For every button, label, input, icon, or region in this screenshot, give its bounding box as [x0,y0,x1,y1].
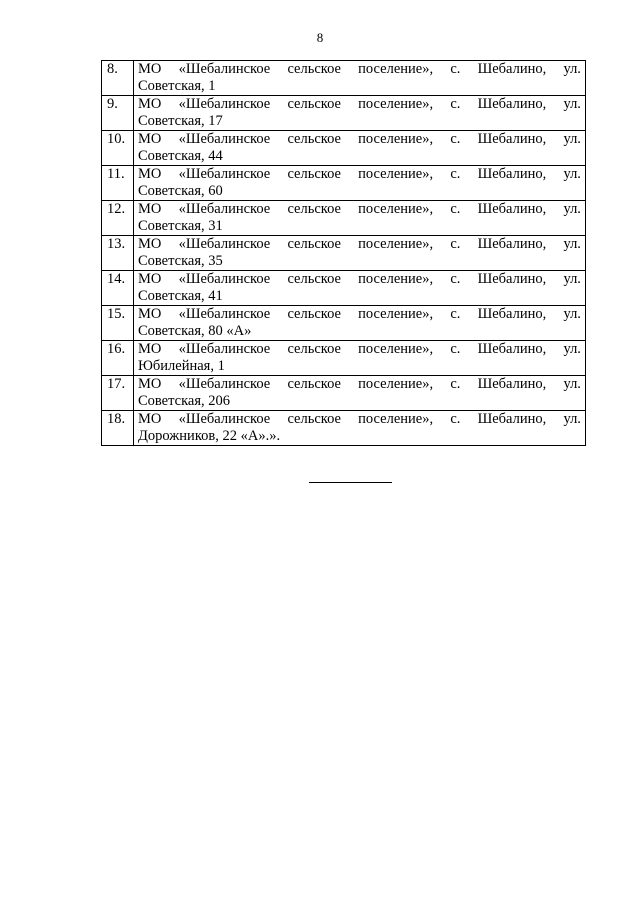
address-word: поселение», [358,166,434,182]
table-row [102,306,586,341]
address-word: ул. [563,131,581,147]
address-word: ул. [563,341,581,357]
address-word: с. [450,306,461,322]
row-address [134,341,586,376]
row-address [134,271,586,306]
address-line-1 [138,341,581,358]
row-address [134,306,586,341]
address-line-2: Советская, 17 [138,113,223,129]
address-word: ул. [563,376,581,392]
address-word: «Шебалинское [178,376,271,392]
row-number: 17. [102,376,134,411]
address-word: «Шебалинское [178,166,271,182]
address-table-body [102,61,586,446]
address-word: с. [450,61,461,77]
address-word: с. [450,376,461,392]
address-line-2: Советская, 41 [138,288,223,304]
address-word: Шебалино, [477,236,547,252]
table-row [102,166,586,201]
address-word: МО [138,131,162,147]
table-row [102,341,586,376]
row-address [134,61,586,96]
address-word: поселение», [358,236,434,252]
address-word: с. [450,96,461,112]
table-row [102,271,586,306]
address-word: поселение», [358,201,434,217]
row-number: 15. [102,306,134,341]
address-word: с. [450,166,461,182]
row-address [134,201,586,236]
address-word: МО [138,236,162,252]
address-word: сельское [287,166,341,182]
address-word: Шебалино, [477,376,547,392]
address-word: «Шебалинское [178,411,271,427]
row-number: 11. [102,166,134,201]
address-word: сельское [287,131,341,147]
address-word: сельское [287,306,341,322]
address-word: сельское [287,341,341,357]
row-number: 9. [102,96,134,131]
address-word: «Шебалинское [178,236,271,252]
address-line-1 [138,306,581,323]
address-word: МО [138,306,162,322]
address-word: поселение», [358,341,434,357]
address-word: поселение», [358,271,434,287]
address-word: «Шебалинское [178,271,271,287]
address-line-2: Советская, 1 [138,78,216,94]
address-line-2: Советская, 35 [138,253,223,269]
address-word: МО [138,271,162,287]
row-number: 13. [102,236,134,271]
address-line-1 [138,271,581,288]
page-number: 8 [316,30,324,45]
address-line-1 [138,131,581,148]
row-number: 12. [102,201,134,236]
address-line-2: Советская, 31 [138,218,223,234]
address-word: сельское [287,61,341,77]
address-word: Шебалино, [477,61,547,77]
row-address [134,236,586,271]
address-line-1 [138,201,581,218]
row-number: 10. [102,131,134,166]
table-row [102,96,586,131]
row-address [134,376,586,411]
address-word: «Шебалинское [178,131,271,147]
address-word: с. [450,201,461,217]
address-word: МО [138,376,162,392]
address-word: поселение», [358,411,434,427]
address-word: поселение», [358,376,434,392]
row-number: 18. [102,411,134,446]
table-row [102,201,586,236]
row-number: 16. [102,341,134,376]
row-address [134,131,586,166]
address-word: МО [138,411,162,427]
address-word: поселение», [358,131,434,147]
address-word: сельское [287,411,341,427]
address-line-1 [138,411,581,428]
table-row [102,376,586,411]
table-row [102,131,586,166]
address-word: Шебалино, [477,411,547,427]
address-word: Шебалино, [477,271,547,287]
address-word: Шебалино, [477,96,547,112]
address-word: ул. [563,201,581,217]
address-word: с. [450,236,461,252]
address-line-1 [138,376,581,393]
address-word: МО [138,201,162,217]
end-divider-line [309,482,392,483]
address-word: сельское [287,271,341,287]
address-line-2: Дорожников, 22 «А».». [138,428,281,444]
address-word: сельское [287,96,341,112]
row-number: 14. [102,271,134,306]
address-word: «Шебалинское [178,306,271,322]
table-row [102,61,586,96]
address-word: сельское [287,236,341,252]
address-word: Шебалино, [477,201,547,217]
address-word: ул. [563,236,581,252]
address-line-2: Советская, 60 [138,183,223,199]
address-line-2: Советская, 80 «А» [138,323,252,339]
address-word: поселение», [358,96,434,112]
address-line-1 [138,96,581,113]
address-word: МО [138,166,162,182]
address-word: «Шебалинское [178,201,271,217]
address-word: ул. [563,271,581,287]
address-line-2: Юбилейная, 1 [138,358,225,374]
address-word: «Шебалинское [178,61,271,77]
address-line-1 [138,236,581,253]
address-word: сельское [287,201,341,217]
address-word: МО [138,96,162,112]
table-row [102,236,586,271]
address-line-1 [138,166,581,183]
address-word: ул. [563,96,581,112]
address-word: поселение», [358,306,434,322]
address-word: «Шебалинское [178,96,271,112]
row-address [134,96,586,131]
address-word: сельское [287,376,341,392]
row-address [134,166,586,201]
address-table [101,60,586,446]
row-address [134,411,586,446]
address-word: Шебалино, [477,341,547,357]
address-line-2: Советская, 206 [138,393,230,409]
address-word: «Шебалинское [178,341,271,357]
address-line-2: Советская, 44 [138,148,223,164]
address-word: с. [450,271,461,287]
address-word: ул. [563,61,581,77]
address-word: Шебалино, [477,166,547,182]
table-row [102,411,586,446]
address-word: с. [450,411,461,427]
address-word: с. [450,131,461,147]
address-word: с. [450,341,461,357]
address-line-1 [138,61,581,78]
address-word: МО [138,341,162,357]
address-word: поселение», [358,61,434,77]
address-word: ул. [563,306,581,322]
address-word: ул. [563,411,581,427]
address-word: МО [138,61,162,77]
address-word: Шебалино, [477,131,547,147]
address-word: ул. [563,166,581,182]
row-number: 8. [102,61,134,96]
address-word: Шебалино, [477,306,547,322]
